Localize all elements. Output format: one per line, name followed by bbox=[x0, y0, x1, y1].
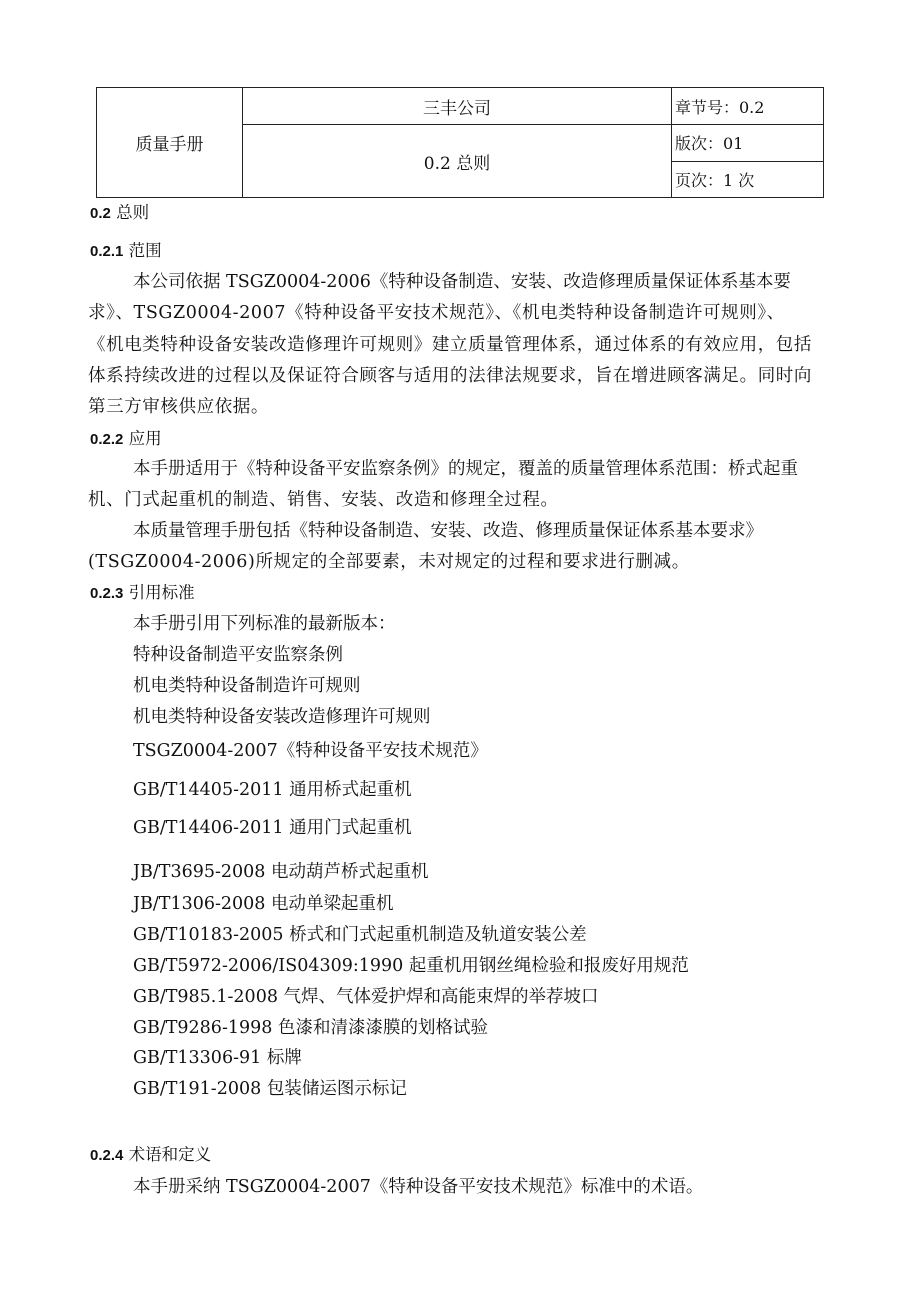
paragraph-line: 体系持续改进的过程以及保证符合顾客与适用的法律法规要求，旨在增进顾客满足。同时向 bbox=[88, 366, 812, 386]
version-number: 版次：01 bbox=[672, 125, 824, 162]
standard-item: JB/T1306-2008 电动单梁起重机 bbox=[133, 894, 394, 914]
section-title: 应用 bbox=[128, 429, 162, 448]
paragraph-line: 《机电类特种设备安装改造修理许可规则》建立质量管理体系，通过体系的有效应用，包括 bbox=[88, 335, 812, 355]
standard-item: GB/T191-2008 包装储运图示标记 bbox=[133, 1079, 407, 1099]
paragraph-line: (TSGZ0004-2006)所规定的全部要素，未对规定的过程和要求进行删减。 bbox=[88, 552, 690, 572]
standard-item: GB/T13306-91 标牌 bbox=[133, 1048, 302, 1068]
standard-item: GB/T14405-2011 通用桥式起重机 bbox=[133, 780, 412, 800]
section-heading-0-2-2 bbox=[90, 427, 162, 452]
manual-label: 质量手册 bbox=[97, 88, 243, 198]
section-title: 总则 bbox=[116, 203, 150, 222]
section-heading-0-2-3 bbox=[90, 581, 195, 606]
section-number: 0.2.2 bbox=[90, 431, 124, 448]
page-count: 页次：1 次 bbox=[672, 161, 824, 198]
standard-item: GB/T985.1-2008 气焊、气体爱护焊和高能束焊的举荐坡口 bbox=[133, 987, 599, 1007]
standard-item: 机电类特种设备制造许可规则 bbox=[133, 676, 361, 696]
standard-item: GB/T5972-2006/IS04309:1990 起重机用钢丝绳检验和报废好用规范 bbox=[133, 956, 689, 976]
standard-item: GB/T14406-2011 通用门式起重机 bbox=[133, 818, 412, 838]
section-number: 0.2 bbox=[90, 205, 111, 222]
header-table bbox=[96, 87, 824, 198]
section-title: 术语和定义 bbox=[128, 1145, 212, 1164]
section-number: 0.2.3 bbox=[90, 585, 124, 602]
paragraph-line: 本手册采纳 TSGZ0004-2007《特种设备平安技术规范》标准中的术语。 bbox=[133, 1177, 704, 1197]
paragraph-line: 本质量管理手册包括《特种设备制造、安装、改造、修理质量保证体系基本要求》 bbox=[133, 521, 763, 541]
section-number: 0.2.4 bbox=[90, 1147, 124, 1164]
standard-item: TSGZ0004-2007《特种设备平安技术规范》 bbox=[133, 741, 488, 761]
standard-item: GB/T10183-2005 桥式和门式起重机制造及轨道安装公差 bbox=[133, 925, 587, 945]
section-title: 范围 bbox=[128, 241, 162, 260]
standard-item: 特种设备制造平安监察条例 bbox=[133, 645, 343, 665]
paragraph-line: 本公司依据 TSGZ0004-2006《特种设备制造、安装、改造修理质量保证体系基本要 bbox=[133, 272, 791, 292]
paragraph-line: 机、门式起重机的制造、销售、安装、改造和修理全过程。 bbox=[88, 490, 559, 510]
paragraph-line: 求》、TSGZ0004-2007《特种设备平安技术规范》、《机电类特种设备制造许可规则》、 bbox=[88, 303, 785, 323]
list-intro: 本手册引用下列标准的最新版本： bbox=[133, 614, 396, 634]
section-heading-0-2-4 bbox=[90, 1143, 211, 1168]
document-title: 0.2 总则 bbox=[243, 125, 672, 198]
chapter-number: 章节号：0.2 bbox=[672, 88, 824, 125]
standard-item: GB/T9286-1998 色漆和清漆漆膜的划格试验 bbox=[133, 1018, 488, 1038]
standard-item: JB/T3695-2008 电动葫芦桥式起重机 bbox=[133, 862, 429, 882]
section-number: 0.2.1 bbox=[90, 243, 124, 260]
paragraph-line: 第三方审核供应依据。 bbox=[88, 397, 269, 417]
document-header bbox=[96, 87, 824, 198]
paragraph-line: 本手册适用于《特种设备平安监察条例》的规定，覆盖的质量管理体系范围：桥式起重 bbox=[133, 459, 798, 479]
section-title: 引用标准 bbox=[128, 583, 195, 602]
section-heading-0-2 bbox=[90, 201, 149, 226]
standard-item: 机电类特种设备安装改造修理许可规则 bbox=[133, 707, 431, 727]
company-name: 三丰公司 bbox=[243, 88, 672, 125]
section-heading-0-2-1 bbox=[90, 239, 162, 264]
